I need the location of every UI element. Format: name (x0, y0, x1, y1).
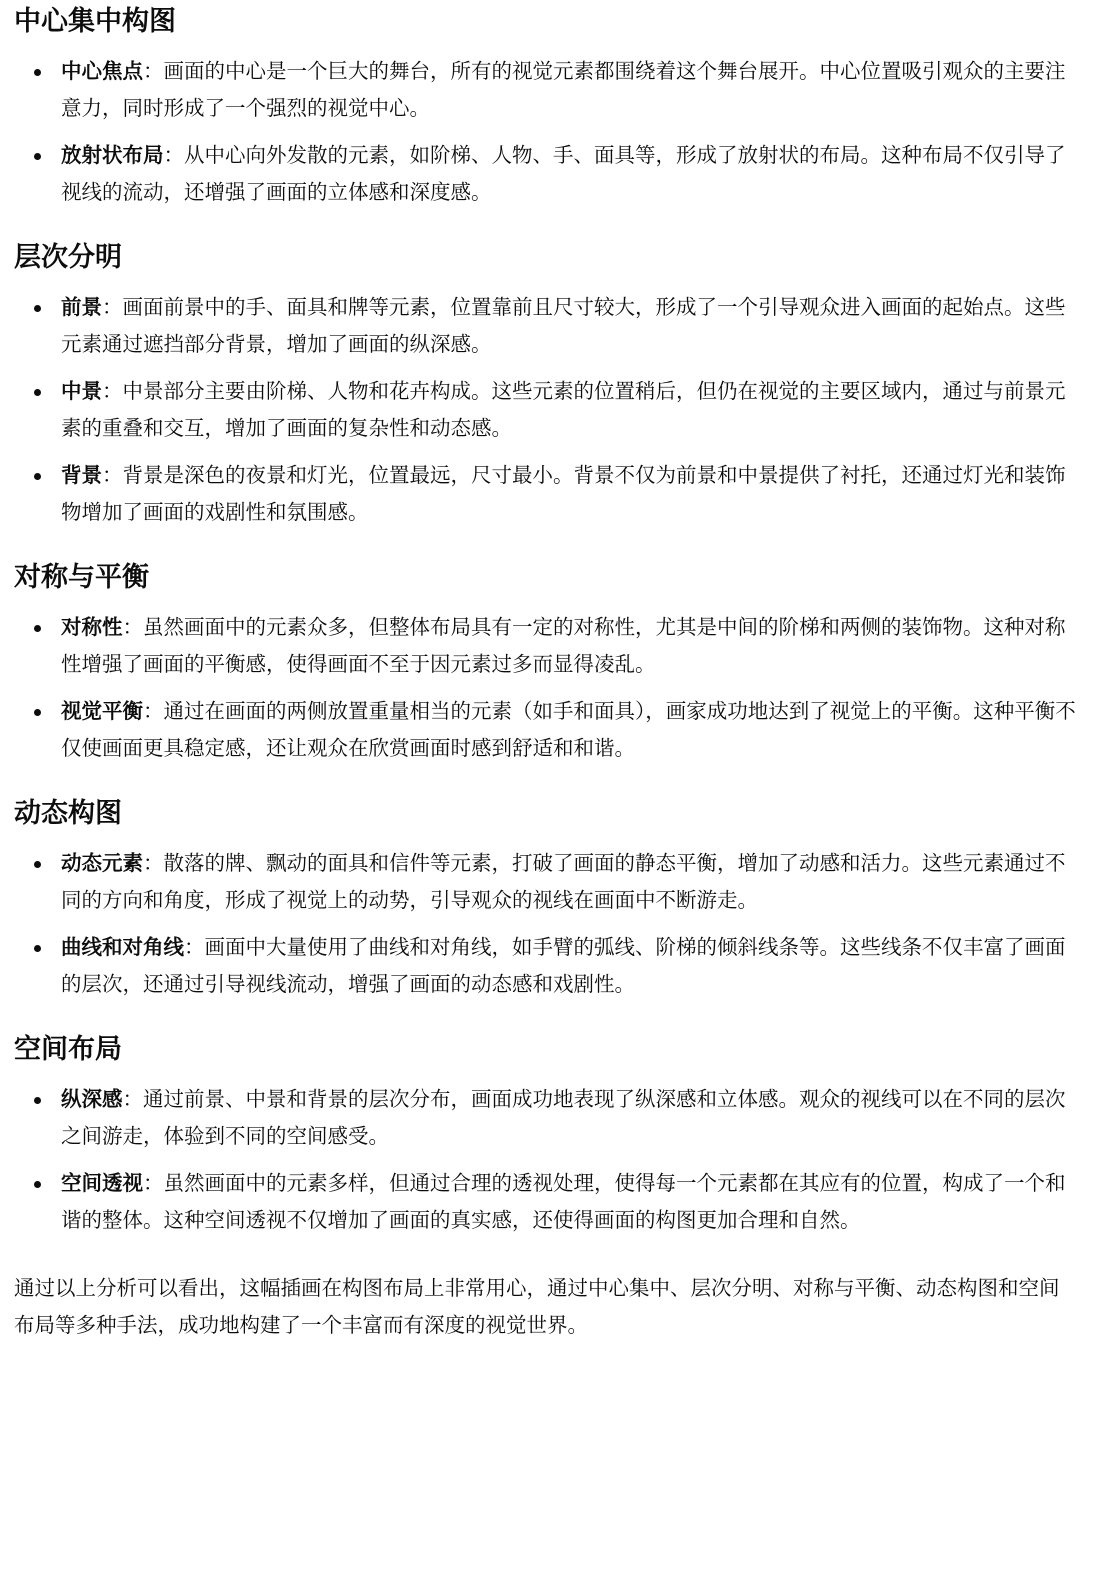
bullet-dot-icon (34, 305, 41, 312)
item-separator: ： (102, 295, 123, 319)
item-term: 前景 (61, 295, 102, 319)
item-term: 曲线和对角线 (61, 935, 184, 959)
item-text: 通过前景、中景和背景的层次分布，画面成功地表现了纵深感和立体感。观众的视线可以在不同的层次之间游走，体验到不同的空间感受。 (61, 1087, 1066, 1148)
item-separator: ： (143, 1171, 164, 1195)
item-text: 画面前景中的手、面具和牌等元素，位置靠前且尺寸较大，形成了一个引导观众进入画面的起始点。这些元素通过遮挡部分背景，增加了画面的纵深感。 (61, 295, 1066, 356)
section-heading: 空间布局 (14, 1034, 122, 1065)
item-text: 画面的中心是一个巨大的舞台，所有的视觉元素都围绕着这个舞台展开。中心位置吸引观众的主要注意力，同时形成了一个强烈的视觉中心。 (61, 59, 1066, 120)
bullet-dot-icon (34, 1097, 41, 1104)
item-separator: ： (184, 935, 205, 959)
item-term: 视觉平衡 (61, 699, 143, 723)
item-separator: ： (102, 463, 123, 487)
item-term: 放射状布局 (61, 143, 164, 167)
item-separator: ： (122, 615, 143, 639)
list-item (14, 693, 1078, 767)
section-heading: 中心集中构图 (14, 6, 176, 37)
item-text: 虽然画面中的元素多样，但通过合理的透视处理，使得每一个元素都在其应有的位置，构成了一个和谐的整体。这种空间透视不仅增加了画面的真实感，还使得画面的构图更加合理和自然。 (61, 1171, 1066, 1232)
item-term: 动态元素 (61, 851, 143, 875)
item-term: 纵深感 (61, 1087, 123, 1111)
bullet-dot-icon (34, 861, 41, 868)
item-term: 中景 (61, 379, 102, 403)
item-separator: ： (143, 59, 164, 83)
bullet-dot-icon (34, 1181, 41, 1188)
item-term: 对称性 (61, 615, 123, 639)
item-text: 从中心向外发散的元素，如阶梯、人物、手、面具等，形成了放射状的布局。这种布局不仅引导了视线的流动，还增强了画面的立体感和深度感。 (61, 143, 1066, 204)
bullet-list (14, 53, 1078, 211)
item-text: 虽然画面中的元素众多，但整体布局具有一定的对称性，尤其是中间的阶梯和两侧的装饰物。这种对称性增强了画面的平衡感，使得画面不至于因元素过多而显得凌乱。 (61, 615, 1066, 676)
item-separator: ： (143, 699, 164, 723)
bullet-dot-icon (34, 945, 41, 952)
list-item (14, 1165, 1078, 1239)
item-text: 画面中大量使用了曲线和对角线，如手臂的弧线、阶梯的倾斜线条等。这些线条不仅丰富了画面的层次，还通过引导视线流动，增强了画面的动态感和戏剧性。 (61, 935, 1066, 996)
section-heading: 对称与平衡 (14, 562, 149, 593)
section-heading: 层次分明 (14, 242, 122, 273)
list-item (14, 1081, 1078, 1155)
item-text: 通过在画面的两侧放置重量相当的元素（如手和面具），画家成功地达到了视觉上的平衡。这种平衡不仅使画面更具稳定感，还让观众在欣赏画面时感到舒适和和谐。 (61, 699, 1076, 760)
item-term: 背景 (61, 463, 102, 487)
item-text: 散落的牌、飘动的面具和信件等元素，打破了画面的静态平衡，增加了动感和活力。这些元素通过不同的方向和角度，形成了视觉上的动势，引导观众的视线在画面中不断游走。 (61, 851, 1066, 912)
list-item (14, 457, 1078, 531)
bullet-dot-icon (34, 709, 41, 716)
item-separator: ： (143, 851, 164, 875)
item-separator: ： (102, 379, 123, 403)
item-term: 空间透视 (61, 1171, 143, 1195)
bullet-dot-icon (34, 625, 41, 632)
bullet-list (14, 1081, 1078, 1239)
document (0, 2, 1104, 1344)
list-item (14, 609, 1078, 683)
summary-paragraph: 通过以上分析可以看出，这幅插画在构图布局上非常用心，通过中心集中、层次分明、对称与平衡、动态构图和空间布局等多种手法，成功地构建了一个丰富而有深度的视觉世界。 (14, 1276, 1060, 1337)
bullet-list (14, 845, 1078, 1003)
list-item (14, 845, 1078, 919)
bullet-dot-icon (34, 69, 41, 76)
bullet-list (14, 609, 1078, 767)
bullet-dot-icon (34, 473, 41, 480)
list-item (14, 289, 1078, 363)
item-separator: ： (163, 143, 184, 167)
bullet-dot-icon (34, 153, 41, 160)
item-separator: ： (122, 1087, 143, 1111)
list-item (14, 373, 1078, 447)
item-text: 中景部分主要由阶梯、人物和花卉构成。这些元素的位置稍后，但仍在视觉的主要区域内，通过与前景元素的重叠和交互，增加了画面的复杂性和动态感。 (61, 379, 1066, 440)
bullet-list (14, 289, 1078, 531)
bullet-dot-icon (34, 389, 41, 396)
item-text: 背景是深色的夜景和灯光，位置最远，尺寸最小。背景不仅为前景和中景提供了衬托，还通过灯光和装饰物增加了画面的戏剧性和氛围感。 (61, 463, 1066, 524)
list-item (14, 53, 1078, 127)
section-heading: 动态构图 (14, 798, 122, 829)
list-item (14, 929, 1078, 1003)
list-item (14, 137, 1078, 211)
item-term: 中心焦点 (61, 59, 143, 83)
